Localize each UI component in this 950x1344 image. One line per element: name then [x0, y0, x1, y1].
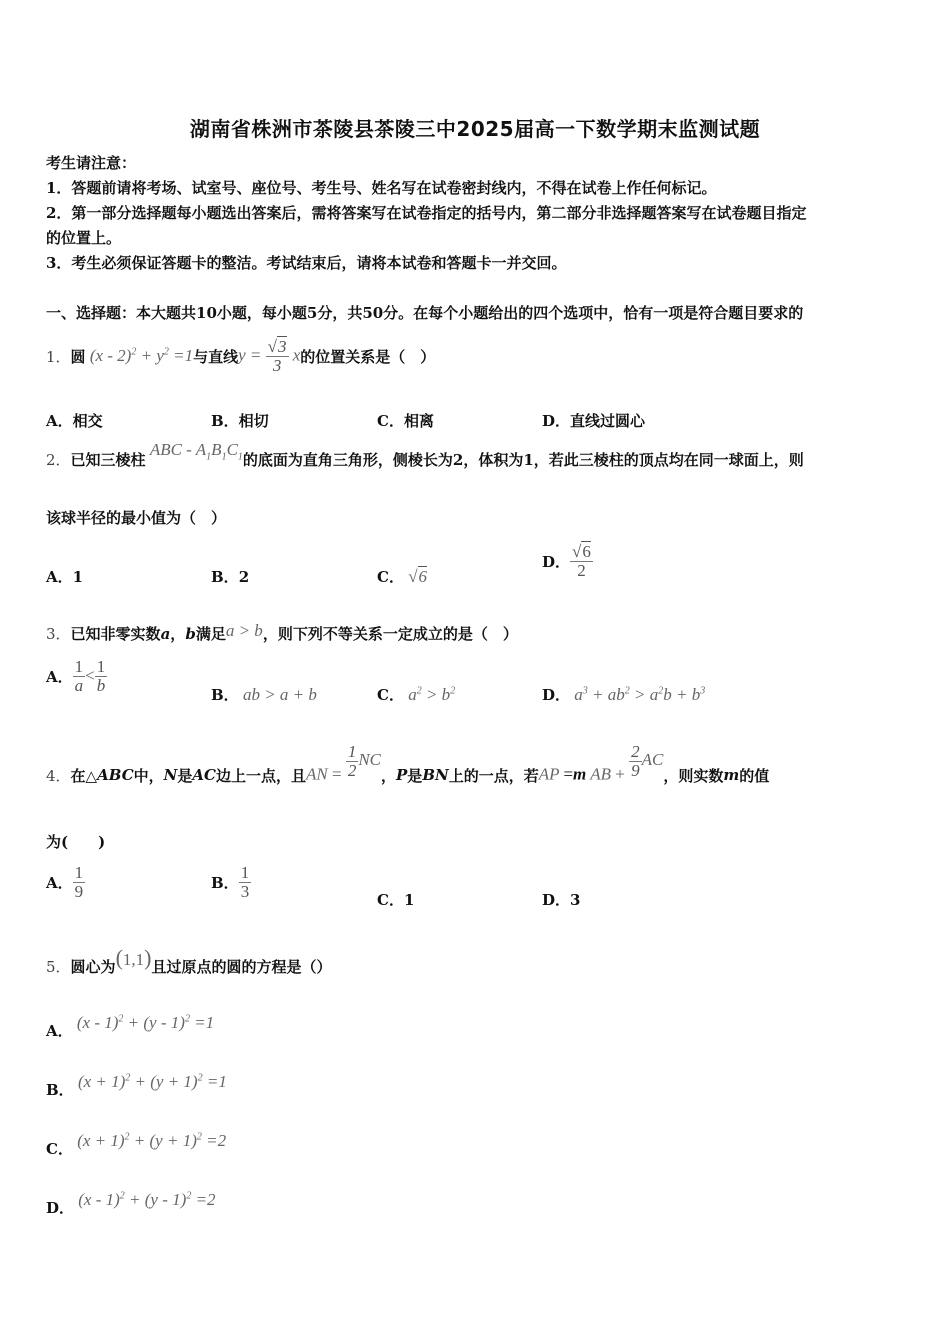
circle-equation: $(x - 2)^2 + y^2 =1$ [85, 346, 194, 365]
q5-option-a[interactable]: A． (x - 1)$^2$ + (y - 1)$^2$ =1 [46, 1013, 215, 1040]
question-number: 1． [46, 347, 71, 366]
prism-name: ABC - $A_1B_1C_1$ [145, 439, 243, 463]
question-text: 中， [133, 766, 164, 785]
line-equation: y = $\frac{√3}{3}$ x [238, 336, 301, 375]
question-text: 的值 [739, 766, 770, 785]
question-1 [46, 333, 435, 379]
var-b: b [185, 624, 196, 643]
question-text: 满足 [195, 625, 226, 643]
q3-option-b[interactable]: B． ab > a + b [211, 685, 317, 704]
q4-option-d[interactable]: D．3 [542, 891, 581, 909]
q2-option-c[interactable]: C． √6 [377, 567, 428, 586]
q4-option-a[interactable]: A． $\frac{1}{9}$ [46, 863, 84, 901]
question-text: 圆 [70, 347, 86, 366]
var-a: a [160, 624, 171, 643]
question-number: 2． [46, 450, 71, 469]
question-5 [46, 945, 332, 984]
question-text: 是 [407, 766, 423, 785]
notice-item-2-cont: 的位置上。 [46, 229, 122, 247]
question-4 [46, 740, 769, 810]
q2-option-a[interactable]: A．1 [46, 568, 84, 586]
question-text: ，则实数 [663, 766, 724, 785]
question-4-cont: 为( ) [46, 833, 106, 851]
question-2-cont: 该球半径的最小值为（ ） [46, 509, 227, 527]
q1-option-a[interactable]: A．相交 [46, 412, 103, 430]
point-n: N [163, 766, 178, 784]
center-point: (1,1) [115, 945, 152, 970]
question-text: ，则下列不等关系一定成立的是（ ） [262, 625, 518, 643]
punct: ， [170, 625, 186, 643]
point-p: P [396, 766, 408, 784]
q2-option-b[interactable]: B．2 [211, 568, 250, 586]
question-number: 5． [46, 957, 71, 976]
q5-option-c[interactable]: C． $(x + 1)^2 + (y + 1)^2 =2$ [46, 1131, 227, 1158]
q3-option-c[interactable]: C． $a^2 > b^2$ [377, 685, 456, 704]
q5-option-b[interactable]: B． $(x + 1)^2 + (y + 1)^2 =1$ [46, 1072, 227, 1099]
var-m: m [723, 766, 740, 784]
notice-item-2: 2．第一部分选择题每小题选出答案后，需将答案写在试卷指定的括号内，第二部分非选择题答案写在试卷题目指定 [46, 204, 807, 222]
notice-item-1: 1．答题前请将考场、试室号、座位号、考生号、姓名写在试卷密封线内，不得在试卷上作任何标记。 [46, 179, 717, 197]
segment-ac: AC [192, 766, 216, 784]
question-text: 上的一点，若 [448, 766, 539, 785]
punct: ， [381, 766, 397, 785]
question-number: 3． [46, 625, 71, 643]
q1-option-b[interactable]: B．相切 [211, 412, 269, 430]
question-text: 边上一点，且 [215, 766, 306, 785]
question-3 [46, 620, 518, 644]
segment-bn: BN [422, 766, 449, 784]
vector-equation-2: AP =m AB + $\frac{2}{9}$ AC [538, 741, 664, 783]
q5-option-d[interactable]: D． (x - 1)$^2$ + (y - 1)$^2$ =2 [46, 1190, 216, 1217]
question-text: 与直线 [193, 347, 239, 366]
q1-option-d[interactable]: D．直线过圆心 [542, 412, 646, 430]
question-number: 4． [46, 766, 71, 785]
triangle-name: ABC [97, 766, 134, 784]
question-text: 圆心为 [70, 957, 116, 976]
notice-heading: 考生请注意： [46, 154, 137, 172]
question-text: 已知非零实数 [70, 625, 161, 643]
q4-option-b[interactable]: B． $\frac{1}{3}$ [211, 863, 250, 901]
question-text: 在△ [70, 766, 98, 785]
vector-equation-1: AN = $\frac{1}{2}$ NC [305, 741, 381, 783]
q2-option-d[interactable]: D． $\frac{√6}{2}$ [542, 542, 591, 580]
question-text: 的位置关系是（ ） [300, 347, 436, 366]
page-title: 湖南省株洲市茶陵县茶陵三中2025届高一下数学期末监测试题 [189, 117, 761, 141]
notice-item-3: 3．考生必须保证答题卡的整洁。考试结束后，请将本试卷和答题卡一并交回。 [46, 254, 567, 272]
question-text: 且过原点的圆的方程是（） [151, 957, 332, 976]
question-text: 已知三棱柱 [70, 450, 146, 469]
q4-option-c[interactable]: C．1 [377, 891, 415, 909]
condition: a > b [225, 620, 263, 640]
q3-option-d[interactable]: D． $a^3 + ab^2 > a^2b + b^3$ [542, 685, 706, 704]
question-2 [46, 439, 804, 474]
q3-option-a[interactable]: A． $\frac{1}{a}$ < $\frac{1}{b}$ [46, 657, 106, 695]
q1-option-c[interactable]: C．相离 [377, 412, 434, 430]
question-text: 的底面为直角三角形，侧棱长为2，体积为1，若此三棱柱的顶点均在同一球面上，则 [242, 450, 804, 469]
section-heading: 一、选择题：本大题共10小题，每小题5分，共50分。在每个小题给出的四个选项中，恰有一项是符合题目要求的 [46, 304, 804, 322]
question-text: 是 [177, 766, 193, 785]
